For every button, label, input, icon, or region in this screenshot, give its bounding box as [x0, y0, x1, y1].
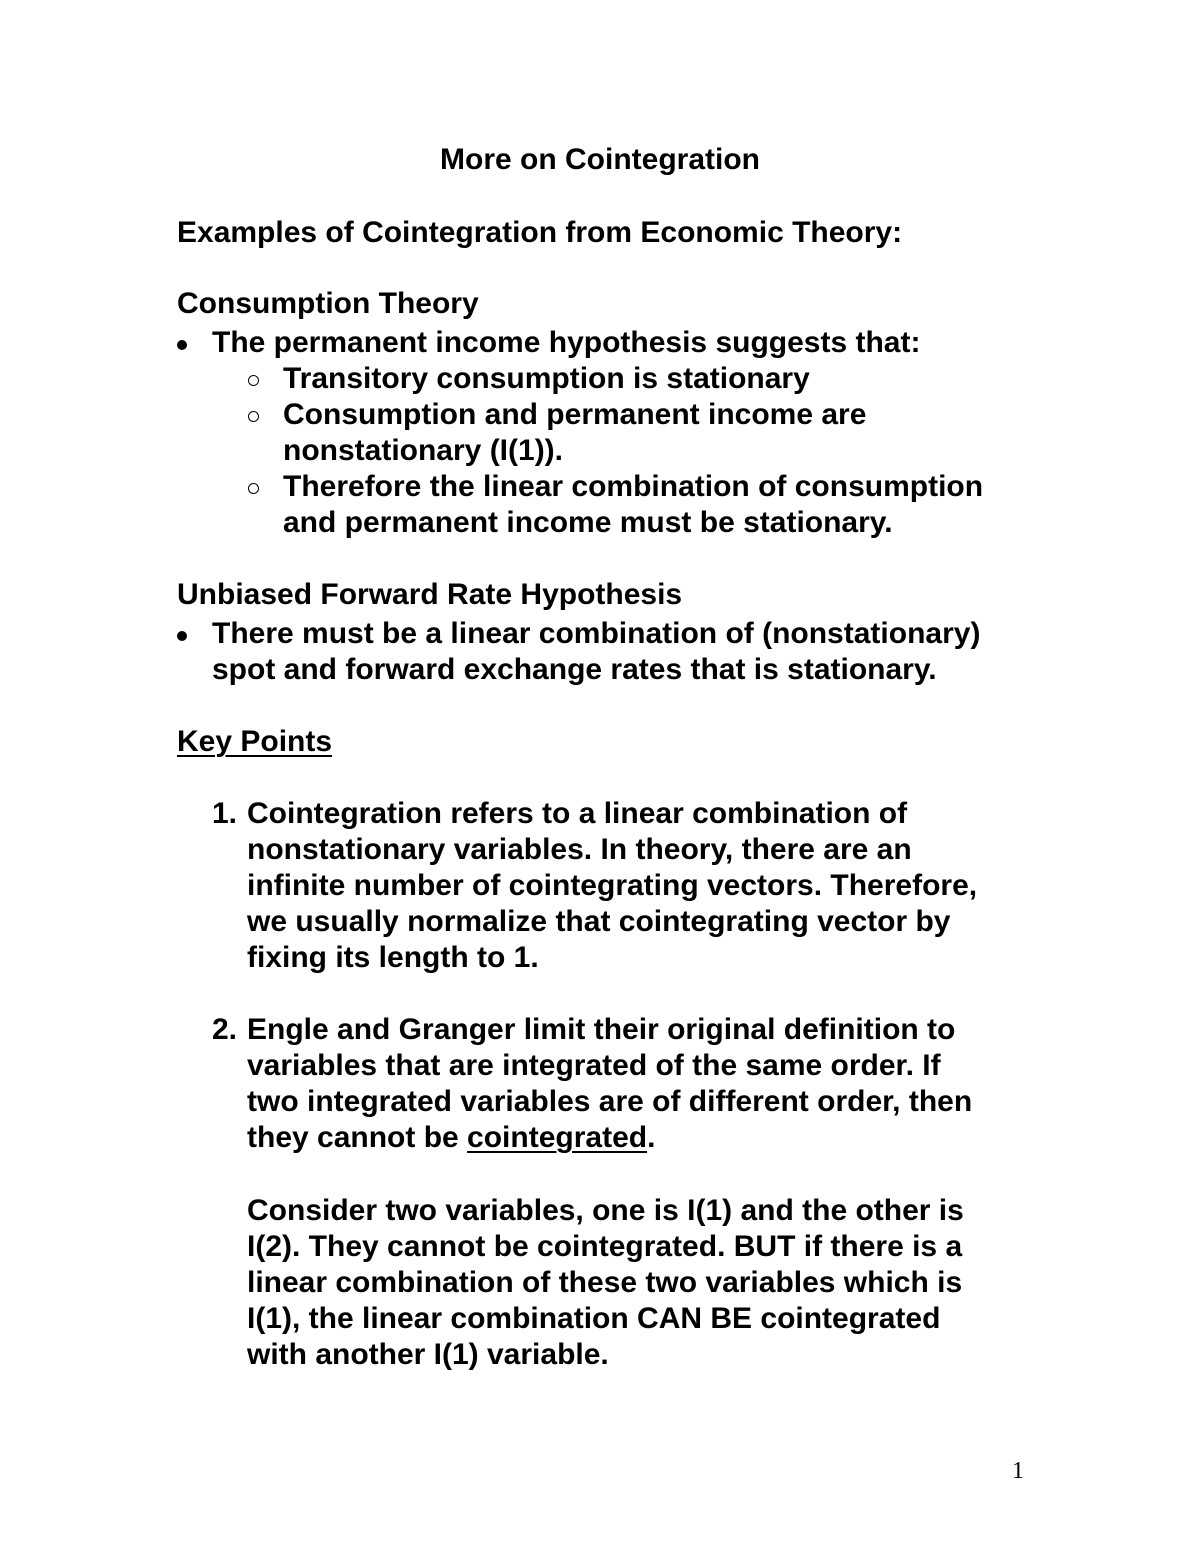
list-item-text: we usually normalize that cointegrating vector by	[247, 905, 951, 938]
subitem-text: Transitory consumption is stationary	[283, 362, 810, 395]
text-segment: .	[647, 1121, 656, 1154]
bullet-text: The permanent income hypothesis suggests that:	[212, 326, 921, 359]
subitem-text: Therefore the linear combination of consumption	[283, 470, 984, 503]
circle-bullet-icon	[248, 375, 259, 386]
paragraph-line: linear combination of these two variables which is	[247, 1266, 963, 1299]
list-item-text: Engle and Granger limit their original definition to	[247, 1013, 956, 1046]
subitem-text: nonstationary (I(1)).	[283, 434, 564, 467]
key-points-heading: Key Points	[177, 725, 333, 758]
list-item-text: fixing its length to 1.	[247, 941, 539, 974]
list-item-text: two integrated variables are of different order, then	[247, 1085, 973, 1118]
bullet-icon	[177, 340, 187, 350]
underlined-term: cointegrated	[467, 1121, 648, 1154]
section-heading-consumption: Consumption Theory	[177, 287, 479, 320]
list-item-text: variables that are integrated of the same order. If	[247, 1049, 941, 1082]
bullet-text: There must be a linear combination of (nonstationary)	[212, 617, 981, 650]
list-item-text: Cointegration refers to a linear combination of	[247, 797, 908, 830]
list-item-text: infinite number of cointegrating vectors. Therefore,	[247, 869, 978, 902]
section-heading-forward-rate: Unbiased Forward Rate Hypothesis	[177, 578, 683, 611]
paragraph-line: I(1), the linear combination CAN BE cointegrated	[247, 1302, 941, 1335]
bullet-icon	[177, 631, 187, 641]
page-number: 1	[1012, 1458, 1024, 1484]
circle-bullet-icon	[248, 411, 259, 422]
paragraph-line: I(2). They cannot be cointegrated. BUT if there is a	[247, 1230, 963, 1263]
section-heading-examples: Examples of Cointegration from Economic Theory:	[177, 216, 903, 249]
text-segment: they cannot be	[247, 1121, 468, 1154]
circle-bullet-icon	[248, 483, 259, 494]
subitem-text: Consumption and permanent income are	[283, 398, 867, 431]
bullet-text: spot and forward exchange rates that is stationary.	[212, 653, 937, 686]
list-number: 1.	[212, 797, 238, 830]
list-number: 2.	[212, 1013, 238, 1046]
page-title: More on Cointegration	[440, 143, 760, 176]
list-item-text	[247, 1120, 655, 1156]
paragraph-line: Consider two variables, one is I(1) and the other is	[247, 1194, 964, 1227]
paragraph-line: with another I(1) variable.	[247, 1338, 609, 1371]
subitem-text: and permanent income must be stationary.	[283, 506, 893, 539]
list-item-text: nonstationary variables. In theory, there are an	[247, 833, 912, 866]
